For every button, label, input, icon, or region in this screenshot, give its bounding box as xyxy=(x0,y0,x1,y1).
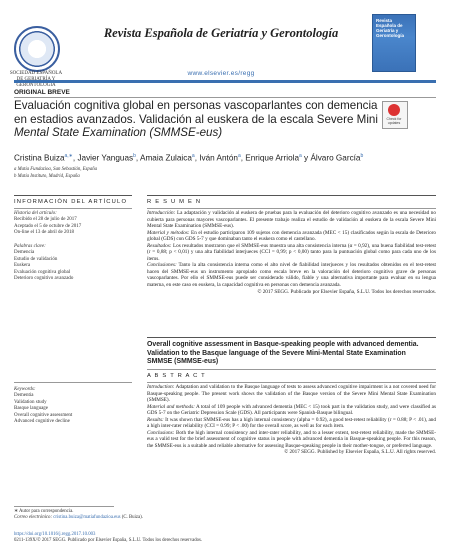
history-item: Aceptado el 5 de octubre de 2017 xyxy=(14,223,82,229)
para-text: A total of 109 people with advanced dementia (MEC < 15) took part in the validation study, and were classified as GDS 5-7 on the Geriatric Depression Scale (GDS). All participants were Spanish-Basque bilingual. xyxy=(147,403,436,417)
author-sup: a xyxy=(237,153,241,159)
author-list: Cristina Buiza$^{a,∗}$, Javier Yanguas$^b$, Amaia Zulaica$^a$, Iván Antón$^a$, Enrique Arriola$^a$ y Álvaro García$^b$ xyxy=(14,153,364,163)
author-name[interactable]: Álvaro García xyxy=(310,153,361,163)
abstract-copyright: © 2017 SEGG. Published by Elsevier España, S.L.U. All rights reserved. xyxy=(284,449,436,456)
para-text: La adaptación y validación al euskera de pruebas para la evaluación del deterioro cognitivo avanzado es una necesidad no cubierta para personas mayores vascoparlantes. El presente trabajo realiza el estudio de validación al euskera de la escala Severe Mini Mental State Examination (SMMSE-eus). xyxy=(147,210,436,230)
para-text: Adaptation and validation to the Basque language of tests to assess advanced cognitive impairment is a not covered need for Basque-speaking people. The present work shows the validation of the Basque version of the Severe Mini Mental State Examination (SMMSE). xyxy=(147,384,436,404)
abstract-divider xyxy=(147,382,436,383)
cover-title: Revista Española de Geriatría y Gerontología xyxy=(376,18,404,38)
abstract-paragraph xyxy=(147,384,436,404)
keyword: Euskera xyxy=(14,263,31,269)
title-line-3: Mental State Examination (SMMSE-eus) xyxy=(14,126,223,140)
para-label: Introducción: xyxy=(147,210,176,216)
section-label: ORIGINAL BREVE xyxy=(14,89,70,96)
keyword: Basque language xyxy=(14,406,49,412)
footer-meta xyxy=(14,532,434,544)
section-divider xyxy=(14,97,436,98)
history-label: Historia del artículo: xyxy=(14,211,57,216)
author-name[interactable]: Iván Antón xyxy=(199,153,238,163)
para-text: It was shown that SMMSE-eus has a high internal consistency (alpha = 0.92), a good test-retest reliability (r = 0.88; P < .01), and a high inter-rater reliability (CCI = 0.99; P < .00) for the overall score, as well as for each item. xyxy=(147,416,436,430)
author-sup: a xyxy=(299,153,302,159)
en-divider-top xyxy=(147,337,436,338)
para-label: Material and methods: xyxy=(147,403,195,410)
keyword: Estudio de validación xyxy=(14,256,58,262)
keywords-en-divider xyxy=(14,382,132,383)
para-label: Conclusions: xyxy=(147,429,175,436)
title-line-2: en estadios avanzados. Validación al euskera de la escala Severe Mini xyxy=(14,112,378,126)
resumen-divider-top xyxy=(147,195,436,196)
article-title xyxy=(14,99,378,140)
check-updates-label: Check for updates xyxy=(386,117,402,125)
update-icon xyxy=(388,104,400,116)
para-text: Both the high internal consistency and inter-rater reliability, and to a lesser extent, test-retest reliability, made the SMMSE-eus a valid test for the brief assessment of cognitive status in people with advanced dementia in Basque-speaking people. For this reason, the SMMSE-eus is a suitable and reliable alternative for assessing Basque-speaking people in their mother-tongue, or preferred language. xyxy=(147,429,436,449)
resumen-paragraph xyxy=(147,210,436,230)
keyword: Overall cognitive assessment xyxy=(14,412,73,418)
resumen-paragraph xyxy=(147,243,436,263)
author-sup: a xyxy=(191,153,195,159)
resumen-paragraph xyxy=(147,262,436,288)
keyword: Validation study xyxy=(14,399,47,405)
society-seal-logo xyxy=(14,26,60,72)
email-link[interactable]: cristina.buiza@matiafundazioa.eus xyxy=(53,515,121,520)
author-name[interactable]: Cristina Buiza xyxy=(14,153,65,163)
abstract-body xyxy=(147,384,436,456)
keywords-es xyxy=(14,244,139,282)
para-text: Tanto la alta consistencia interna como el alto nivel de fiabilidad interjueces y los resultados obtenidos en el test-retest hacen del SMMSE-eus un instrumento apropiado como escala breve en la valoración del deterioro cognitivo grave de personas vascoparlantes. Por ello el SMMSE-eus puede ser considerado válido, fiable y una alternativa importante para evaluar en su lengua materna, en este caso en euskera, la capacidad cognitiva en personas con demencia avanzada. xyxy=(147,262,436,289)
keyword: Advanced cognitive decline xyxy=(14,419,70,425)
abstract-paragraph xyxy=(147,417,436,430)
info-divider xyxy=(14,208,132,209)
para-label: Resultados: xyxy=(147,242,172,249)
para-label: Introduction: xyxy=(147,384,175,390)
para-text: Los resultados mostraron que el SMMSE-eus muestra una alta consistencia interna (α = 0,92), una buena fiabilidad test-retest (r = 0,88; p < 0,01) y una alta fiabilidad interjueces (CCI = 0,99; p < 0,00) tanto para la puntuación global como para cada uno de los ítems. xyxy=(147,242,436,262)
corresponding-label: ∗ Autor para correspondencia. xyxy=(14,509,74,514)
keywords-en-label: Keywords: xyxy=(14,387,36,392)
resumen-body xyxy=(147,210,436,295)
issn-line: 0211-139X/© 2017 SEGG. Publicado por Elsevier España, S.L.U. Todos los derechos reservados. xyxy=(14,538,203,543)
journal-title[interactable]: Revista Española de Geriatría y Gerontología xyxy=(103,26,339,40)
seal-caption: SOCIEDAD ESPAÑOLA GERONTOLOGÍA xyxy=(9,71,63,88)
para-label: Material y métodos: xyxy=(147,229,190,236)
article-history xyxy=(14,211,139,237)
history-item: Recibido el 28 de julio de 2017 xyxy=(14,217,77,223)
affiliation: b Matia Instituto, Madrid, España xyxy=(14,174,80,179)
affiliation: a Matia Fundazioa, San Sebastián, España xyxy=(14,167,98,172)
para-text: En el estudio participaron 109 sujetos con demencia avanzada (MEC < 15) clasificados según la escala de Deterioro global (GDS) con GDS 5-7 y que dominaban tanto el euskera como el castellano. xyxy=(147,229,436,243)
abstract-paragraph xyxy=(147,430,436,450)
keyword: Evaluación cognitiva global xyxy=(14,269,71,275)
header-divider xyxy=(14,80,436,83)
english-title: Overall cognitive assessment in Basque-speaking people with advanced dementia. Validation to the Basque language of the Severe Mini-Mental State Examination SMMSE (SMMSE-eus) xyxy=(147,341,419,365)
author-sup: a,∗ xyxy=(64,153,73,159)
email-suffix: (C. Buiza). xyxy=(120,515,143,520)
en-title-divider xyxy=(147,369,436,370)
author-name[interactable]: Enrique Arriola xyxy=(245,153,299,163)
journal-url[interactable]: www.elsevier.es/regg xyxy=(187,70,255,77)
doi-link[interactable]: https://doi.org/10.1016/j.regg.2017.10.003 xyxy=(14,532,96,537)
keywords-en xyxy=(14,387,139,425)
resumen-copyright: © 2017 SEGG. Publicado por Elsevier España, S.L.U. Todos los derechos reservados. xyxy=(257,288,436,295)
para-label: Conclusiones: xyxy=(147,262,177,269)
history-item: On-line el 13 de abril de 2018 xyxy=(14,230,74,236)
resumen-heading: R E S U M E N xyxy=(147,199,202,205)
abstract-paragraph xyxy=(147,404,436,417)
email-label: Correo electrónico: xyxy=(14,515,53,520)
author-name[interactable]: Amaia Zulaica xyxy=(140,153,192,163)
keyword: Demencia xyxy=(14,250,35,256)
resumen-paragraph xyxy=(147,230,436,243)
keyword: Dementia xyxy=(14,393,34,399)
corresponding-footnote xyxy=(14,509,434,521)
resumen-divider xyxy=(147,208,436,209)
author-sup: b xyxy=(360,153,364,159)
keyword: Deterioro cognitivo avanzado xyxy=(14,276,74,282)
author-name[interactable]: Javier Yanguas xyxy=(77,153,134,163)
info-divider-top xyxy=(14,195,132,196)
info-heading: INFORMACIÓN DEL ARTÍCULO xyxy=(14,199,128,205)
footnote-divider xyxy=(14,506,114,507)
author-sup: b xyxy=(133,153,136,159)
title-line-1: Evaluación cognitiva global en personas vascoparlantes con demencia xyxy=(14,99,378,112)
abstract-heading: A B S T R A C T xyxy=(147,373,206,379)
para-label: Results: xyxy=(147,416,164,423)
keywords-label: Palabras clave: xyxy=(14,244,46,249)
